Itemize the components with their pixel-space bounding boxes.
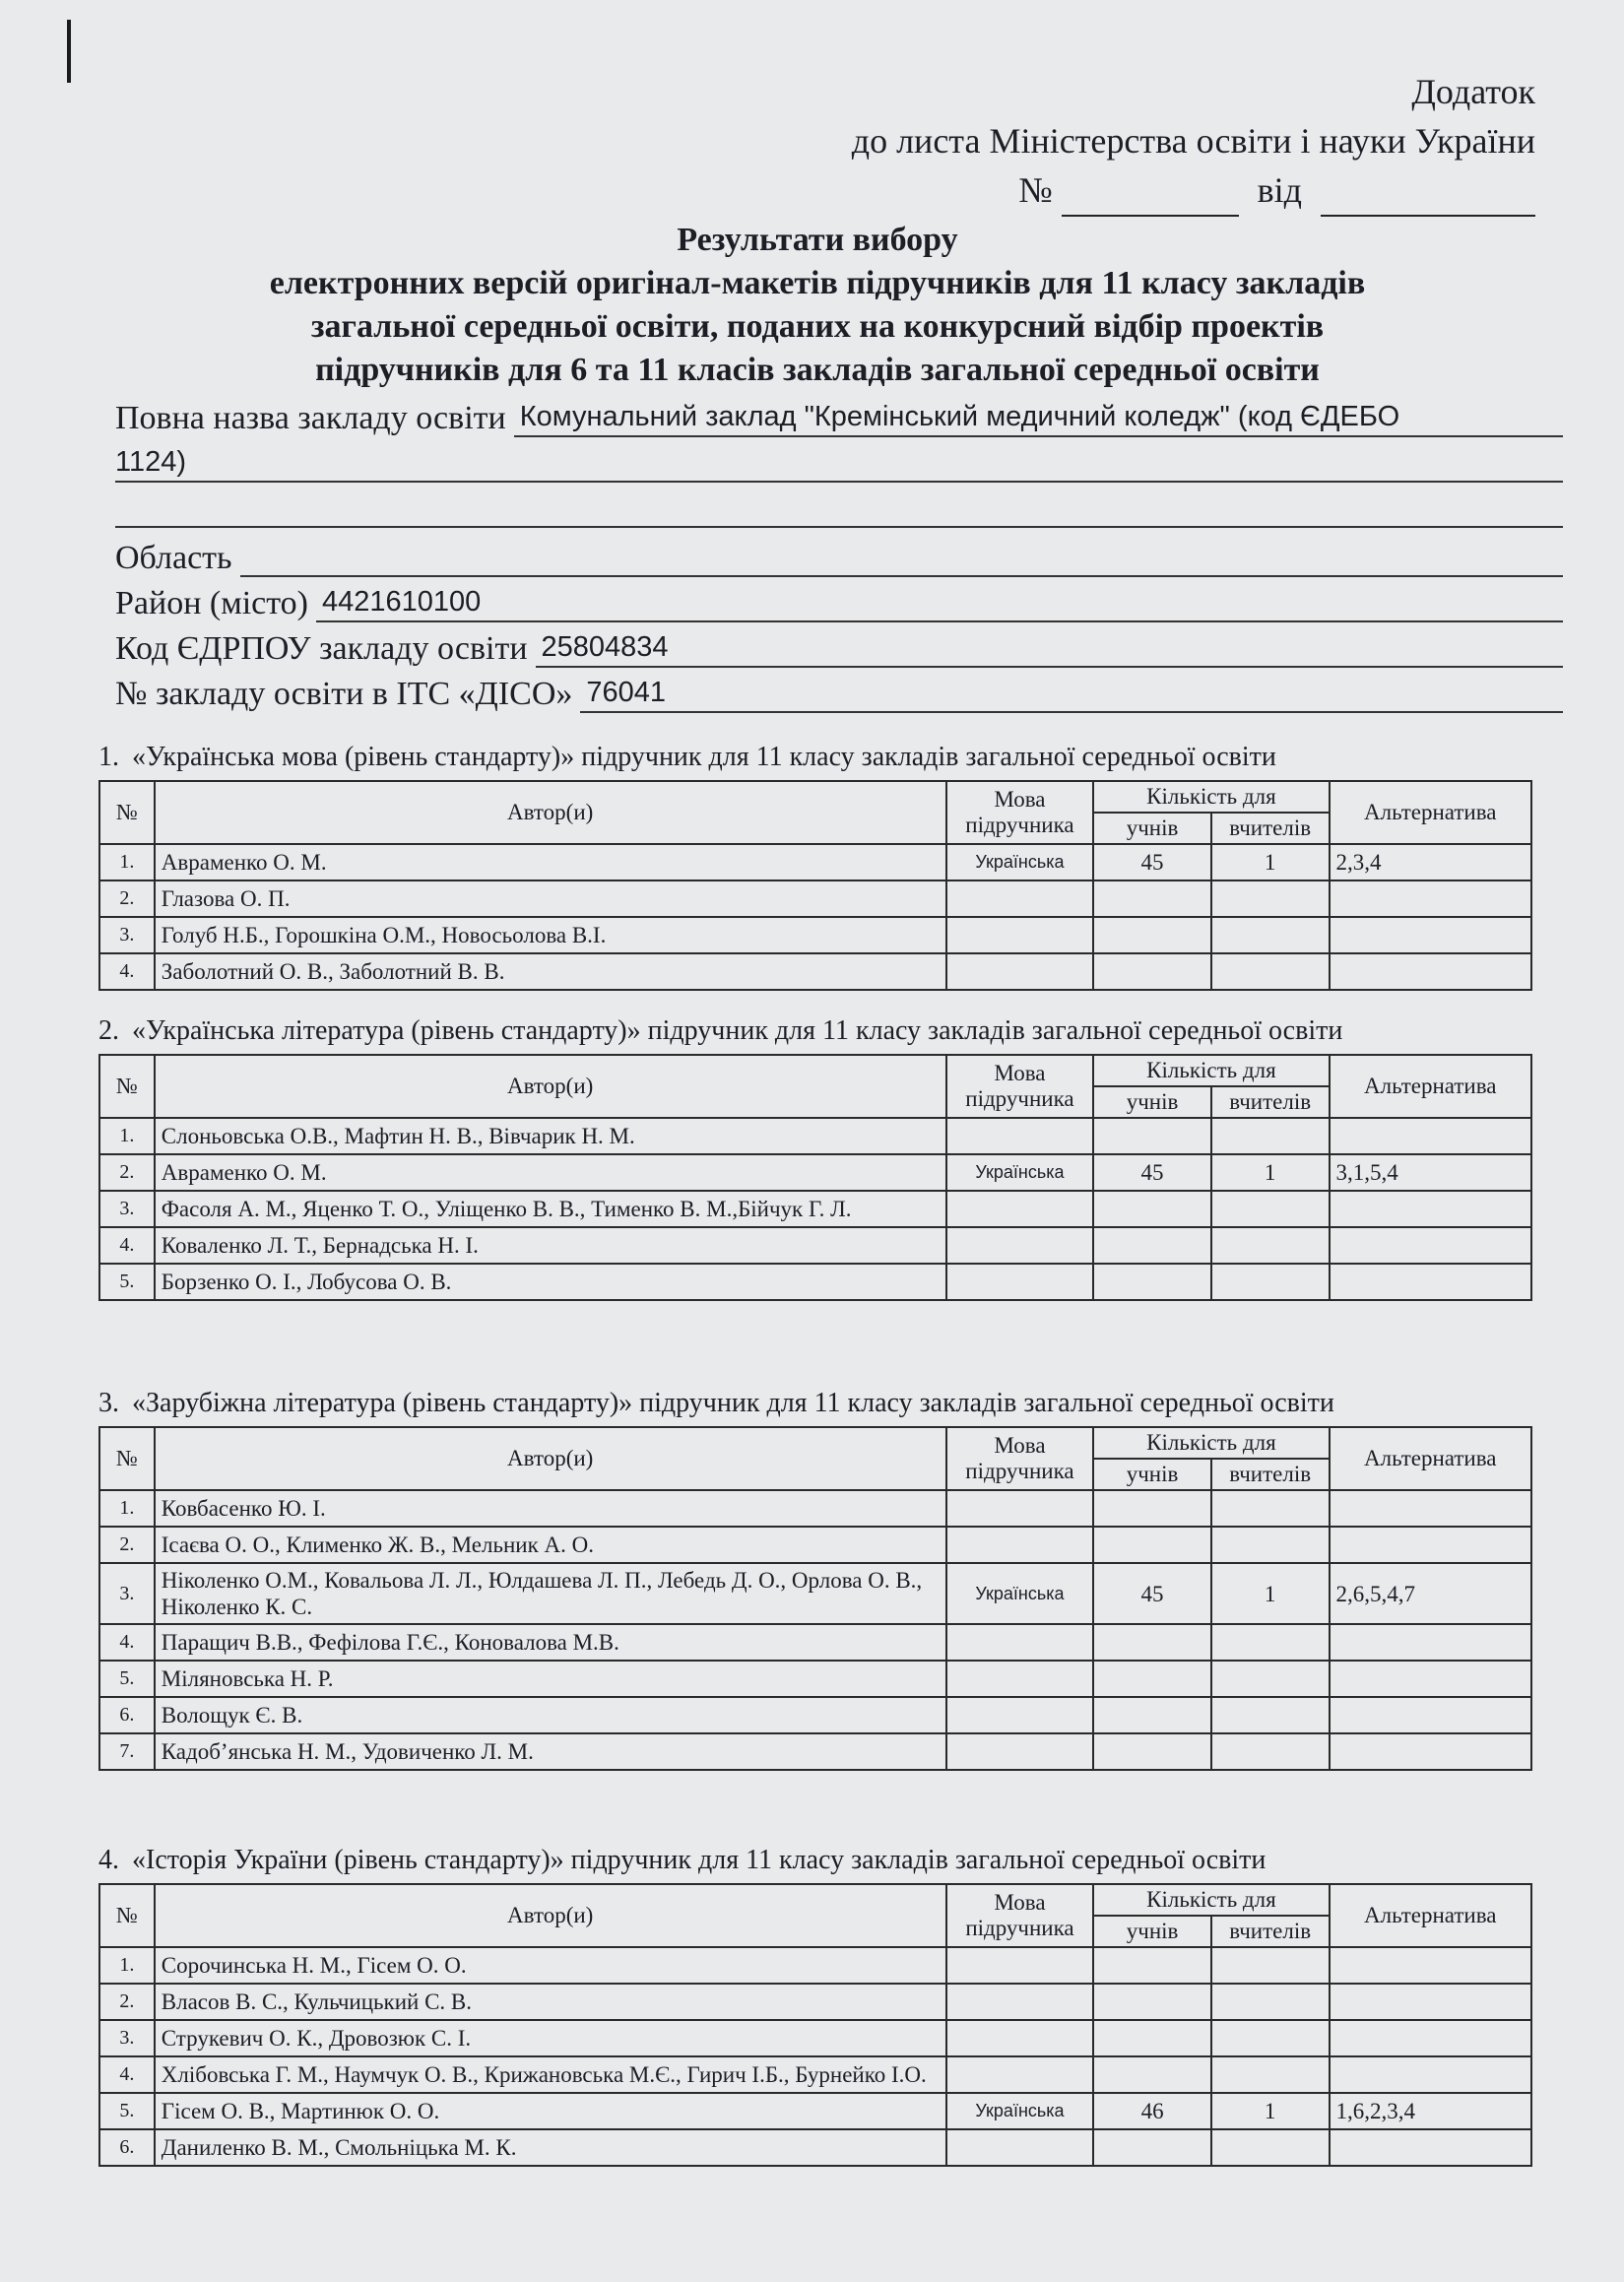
- row-authors: Міляновська Н. Р.: [155, 1661, 946, 1697]
- row-language: [946, 1264, 1094, 1300]
- row-number: 5.: [99, 1264, 155, 1300]
- blank-line: [115, 483, 1563, 528]
- row-number: 1.: [99, 1118, 155, 1154]
- row-language: [946, 1984, 1094, 2020]
- row-alternative: [1330, 1118, 1531, 1154]
- table-row: [99, 1527, 1531, 1563]
- row-number: 4.: [99, 953, 155, 990]
- row-authors: Сорочинська Н. М., Гісем О. О.: [155, 1947, 946, 1984]
- row-students: 45: [1093, 1563, 1210, 1624]
- row-authors: Слоньовська О.В., Мафтин Н. В., Вівчарик Н. М.: [155, 1118, 946, 1154]
- row-language: [946, 1624, 1094, 1661]
- region-row: [115, 532, 1563, 577]
- table-row: [99, 2129, 1531, 2166]
- row-students: [1093, 2129, 1210, 2166]
- col-header-language: Мова підручника: [946, 781, 1094, 844]
- row-number: 4.: [99, 1624, 155, 1661]
- title-line-3: загальної середньої освіти, поданих на конкурсний відбір проектів: [310, 308, 1325, 345]
- col-header-num: №: [99, 1055, 155, 1118]
- textbook-table: [98, 1883, 1532, 2167]
- row-teachers: [1211, 1733, 1330, 1770]
- row-teachers: 1: [1211, 2093, 1330, 2129]
- col-header-teachers: вчителів: [1211, 1916, 1330, 1947]
- row-language: [946, 1227, 1094, 1264]
- row-language: [946, 1947, 1094, 1984]
- row-number: 1.: [99, 1947, 155, 1984]
- row-alternative: [1330, 953, 1531, 990]
- row-language: [946, 2020, 1094, 2056]
- row-authors: Ковбасенко Ю. І.: [155, 1490, 946, 1527]
- row-language: Українська: [946, 2093, 1094, 2129]
- table-row: [99, 1733, 1531, 1770]
- row-alternative: [1330, 1733, 1531, 1770]
- table-row: [99, 1984, 1531, 2020]
- row-authors: Паращич В.В., Фефілова Г.Є., Коновалова М.В.: [155, 1624, 946, 1661]
- row-authors: Гісем О. В., Мартинюк О. О.: [155, 2093, 946, 2129]
- edrpou-row: [115, 622, 1563, 668]
- row-students: [1093, 2020, 1210, 2056]
- row-alternative: [1330, 1490, 1531, 1527]
- row-alternative: [1330, 917, 1531, 953]
- col-header-authors: Автор(и): [155, 781, 946, 844]
- row-teachers: [1211, 1118, 1330, 1154]
- title-line-2: електронних версій оригінал-макетів підручників для 11 класу закладів: [269, 265, 1366, 301]
- row-students: [1093, 1118, 1210, 1154]
- section-number: 1.: [98, 742, 119, 772]
- row-alternative: [1330, 1947, 1531, 1984]
- row-teachers: [1211, 953, 1330, 990]
- col-header-count: Кількість для: [1093, 1884, 1329, 1916]
- row-students: 45: [1093, 1154, 1210, 1191]
- table-row: [99, 1227, 1531, 1264]
- addendum-title: Додаток: [1411, 72, 1535, 111]
- row-number: 4.: [99, 2056, 155, 2093]
- col-header-alternative: Альтернатива: [1330, 1055, 1531, 1118]
- row-language: [946, 953, 1094, 990]
- section-title-text: «Історія України (рівень стандарту)» підручник для 11 класу закладів загальної середньої освіти: [132, 1845, 1267, 1875]
- row-alternative: [1330, 1624, 1531, 1661]
- district-value: 4421610100: [316, 586, 1563, 622]
- col-header-students: учнів: [1093, 813, 1210, 844]
- row-language: [946, 1661, 1094, 1697]
- row-number: 5.: [99, 1661, 155, 1697]
- row-students: [1093, 1733, 1210, 1770]
- row-teachers: [1211, 2056, 1330, 2093]
- row-authors: Голуб Н.Б., Горошкіна О.М., Новосьолова В.І.: [155, 917, 946, 953]
- row-language: Українська: [946, 1563, 1094, 1624]
- col-header-alternative: Альтернатива: [1330, 781, 1531, 844]
- row-number: 1.: [99, 844, 155, 880]
- row-alternative: [1330, 2056, 1531, 2093]
- row-students: [1093, 1661, 1210, 1697]
- section-title: [98, 1387, 1532, 1420]
- row-teachers: [1211, 917, 1330, 953]
- row-number: 3.: [99, 917, 155, 953]
- row-number: 3.: [99, 1191, 155, 1227]
- section-number: 4.: [98, 1845, 119, 1875]
- institution-label: Повна назва закладу освіти: [115, 400, 506, 436]
- row-students: [1093, 1264, 1210, 1300]
- row-alternative: [1330, 1984, 1531, 2020]
- row-number: 2.: [99, 880, 155, 917]
- row-number: 7.: [99, 1733, 155, 1770]
- table-row: [99, 917, 1531, 953]
- textbook-table: [98, 1426, 1532, 1771]
- row-students: [1093, 880, 1210, 917]
- col-header-language: Мова підручника: [946, 1427, 1094, 1490]
- section-title-text: «Зарубіжна література (рівень стандарту)» підручник для 11 класу закладів загальної середньої освіти: [132, 1388, 1334, 1418]
- row-alternative: [1330, 2020, 1531, 2056]
- row-alternative: [1330, 1191, 1531, 1227]
- row-language: Українська: [946, 844, 1094, 880]
- row-teachers: [1211, 1947, 1330, 1984]
- from-label: від: [1257, 170, 1302, 210]
- row-number: 2.: [99, 1527, 155, 1563]
- row-teachers: [1211, 880, 1330, 917]
- row-number: 6.: [99, 1697, 155, 1733]
- row-language: [946, 880, 1094, 917]
- row-alternative: 3,1,5,4: [1330, 1154, 1531, 1191]
- itc-row: [115, 668, 1563, 713]
- row-teachers: [1211, 1697, 1330, 1733]
- col-header-count: Кількість для: [1093, 1427, 1329, 1459]
- number-blank: [1062, 165, 1239, 217]
- title-line-1: Результати вибору: [677, 222, 958, 258]
- table-row: [99, 1697, 1531, 1733]
- itc-label: № закладу освіти в ІТС «ДІСО»: [115, 676, 573, 712]
- addendum-number-line: [852, 165, 1535, 217]
- table-row: [99, 844, 1531, 880]
- table-row: [99, 1191, 1531, 1227]
- edrpou-label: Код ЄДРПОУ закладу освіти: [115, 630, 528, 667]
- col-header-authors: Автор(и): [155, 1055, 946, 1118]
- header-row: [99, 1884, 1531, 1916]
- institution-row: [115, 392, 1563, 437]
- row-teachers: 1: [1211, 1154, 1330, 1191]
- textbook-table: [98, 780, 1532, 991]
- col-header-students: учнів: [1093, 1086, 1210, 1118]
- row-teachers: 1: [1211, 844, 1330, 880]
- section-title-text: «Українська мова (рівень стандарту)» підручник для 11 класу закладів загальної середньої освіти: [132, 742, 1276, 772]
- section-title: [98, 1844, 1532, 1877]
- addendum-header: [852, 67, 1535, 217]
- row-students: [1093, 1947, 1210, 1984]
- col-header-authors: Автор(и): [155, 1427, 946, 1490]
- table-row: [99, 1661, 1531, 1697]
- col-header-language: Мова підручника: [946, 1055, 1094, 1118]
- row-alternative: [1330, 2129, 1531, 2166]
- row-authors: Власов В. С., Кульчицький С. В.: [155, 1984, 946, 2020]
- row-authors: Даниленко В. М., Смольніцька М. К.: [155, 2129, 946, 2166]
- row-authors: Ніколенко О.М., Ковальова Л. Л., Юлдашева Л. П., Лебедь Д. О., Орлова О. В., Ніколенко К. С.: [155, 1563, 946, 1624]
- row-teachers: [1211, 2020, 1330, 2056]
- col-header-students: учнів: [1093, 1916, 1210, 1947]
- row-alternative: [1330, 1264, 1531, 1300]
- col-header-count: Кількість для: [1093, 1055, 1329, 1086]
- row-language: [946, 1191, 1094, 1227]
- col-header-students: учнів: [1093, 1459, 1210, 1490]
- subject-section: [98, 1844, 1532, 2167]
- row-authors: Струкевич О. К., Дровозюк С. І.: [155, 2020, 946, 2056]
- row-authors: Авраменко О. М.: [155, 1154, 946, 1191]
- row-teachers: [1211, 2129, 1330, 2166]
- row-authors: Авраменко О. М.: [155, 844, 946, 880]
- row-number: 4.: [99, 1227, 155, 1264]
- subject-section: [98, 741, 1532, 991]
- document-title: [118, 219, 1517, 392]
- row-students: [1093, 1697, 1210, 1733]
- row-number: 2.: [99, 1154, 155, 1191]
- row-students: [1093, 1490, 1210, 1527]
- section-number: 2.: [98, 1015, 119, 1046]
- row-teachers: [1211, 1264, 1330, 1300]
- row-language: [946, 1527, 1094, 1563]
- row-students: [1093, 953, 1210, 990]
- row-number: 1.: [99, 1490, 155, 1527]
- row-authors: Хлібовська Г. М., Наумчук О. В., Крижановська М.Є., Гирич І.Б., Бурнейко І.О.: [155, 2056, 946, 2093]
- row-students: [1093, 1527, 1210, 1563]
- row-alternative: 2,3,4: [1330, 844, 1531, 880]
- row-teachers: 1: [1211, 1563, 1330, 1624]
- row-students: [1093, 2056, 1210, 2093]
- row-authors: Глазова О. П.: [155, 880, 946, 917]
- region-label: Область: [115, 540, 232, 576]
- row-authors: Волощук Є. В.: [155, 1697, 946, 1733]
- row-teachers: [1211, 1191, 1330, 1227]
- row-teachers: [1211, 1984, 1330, 2020]
- row-language: Українська: [946, 1154, 1094, 1191]
- table-row: [99, 1624, 1531, 1661]
- date-blank: [1321, 165, 1535, 217]
- col-header-num: №: [99, 1427, 155, 1490]
- row-teachers: [1211, 1661, 1330, 1697]
- table-row: [99, 2056, 1531, 2093]
- row-language: [946, 2129, 1094, 2166]
- row-authors: Ісаєва О. О., Клименко Ж. В., Мельник А. О.: [155, 1527, 946, 1563]
- row-number: 3.: [99, 2020, 155, 2056]
- district-label: Район (місто): [115, 585, 308, 621]
- row-language: [946, 1118, 1094, 1154]
- textbook-table: [98, 1054, 1532, 1301]
- table-row: [99, 1118, 1531, 1154]
- institution-value: Комунальний заклад "Кремінський медичний коледж" (код ЄДЕБО: [514, 401, 1563, 437]
- table-row: [99, 1490, 1531, 1527]
- col-header-teachers: вчителів: [1211, 1459, 1330, 1490]
- page-edge-mark: [67, 20, 71, 83]
- row-number: 2.: [99, 1984, 155, 2020]
- header-row: [99, 781, 1531, 813]
- row-number: 5.: [99, 2093, 155, 2129]
- institution-value-cont: 1124): [115, 437, 1563, 483]
- table-row: [99, 2093, 1531, 2129]
- row-students: [1093, 1191, 1210, 1227]
- institution-form: [115, 392, 1563, 713]
- table-row: [99, 1563, 1531, 1624]
- section-number: 3.: [98, 1388, 119, 1418]
- col-header-count: Кількість для: [1093, 781, 1329, 813]
- col-header-teachers: вчителів: [1211, 813, 1330, 844]
- row-language: [946, 1733, 1094, 1770]
- row-alternative: [1330, 1661, 1531, 1697]
- row-students: [1093, 1227, 1210, 1264]
- row-alternative: [1330, 880, 1531, 917]
- col-header-alternative: Альтернатива: [1330, 1884, 1531, 1947]
- row-language: [946, 2056, 1094, 2093]
- col-header-teachers: вчителів: [1211, 1086, 1330, 1118]
- col-header-language: Мова підручника: [946, 1884, 1094, 1947]
- row-alternative: 2,6,5,4,7: [1330, 1563, 1531, 1624]
- row-students: [1093, 1624, 1210, 1661]
- row-language: [946, 917, 1094, 953]
- col-header-alternative: Альтернатива: [1330, 1427, 1531, 1490]
- section-title: [98, 741, 1532, 774]
- row-teachers: [1211, 1527, 1330, 1563]
- addendum-line: до листа Міністерства освіти і науки України: [851, 121, 1535, 161]
- row-students: [1093, 1984, 1210, 2020]
- table-row: [99, 2020, 1531, 2056]
- row-authors: Фасоля А. М., Яценко Т. О., Уліщенко В. В., Тименко В. М.,Бійчук Г. Л.: [155, 1191, 946, 1227]
- header-row: [99, 1427, 1531, 1459]
- row-students: [1093, 917, 1210, 953]
- row-authors: Кадоб’янська Н. М., Удовиченко Л. М.: [155, 1733, 946, 1770]
- table-row: [99, 1154, 1531, 1191]
- subject-section: [98, 1014, 1532, 1301]
- edrpou-value: 25804834: [536, 631, 1563, 668]
- number-label: №: [1018, 170, 1053, 210]
- table-row: [99, 1264, 1531, 1300]
- header-row: [99, 1055, 1531, 1086]
- table-row: [99, 880, 1531, 917]
- region-value: [240, 573, 1563, 577]
- district-row: [115, 577, 1563, 622]
- row-alternative: 1,6,2,3,4: [1330, 2093, 1531, 2129]
- row-teachers: [1211, 1490, 1330, 1527]
- itc-value: 76041: [580, 677, 1563, 713]
- row-alternative: [1330, 1527, 1531, 1563]
- row-number: 3.: [99, 1563, 155, 1624]
- section-title-text: «Українська література (рівень стандарту)» підручник для 11 класу закладів загальної середньої освіти: [132, 1015, 1343, 1046]
- row-teachers: [1211, 1227, 1330, 1264]
- col-header-num: №: [99, 1884, 155, 1947]
- section-title: [98, 1014, 1532, 1048]
- row-number: 6.: [99, 2129, 155, 2166]
- col-header-authors: Автор(и): [155, 1884, 946, 1947]
- col-header-num: №: [99, 781, 155, 844]
- row-alternative: [1330, 1697, 1531, 1733]
- row-language: [946, 1697, 1094, 1733]
- row-teachers: [1211, 1624, 1330, 1661]
- subject-section: [98, 1387, 1532, 1771]
- row-authors: Коваленко Л. Т., Бернадська Н. І.: [155, 1227, 946, 1264]
- row-authors: Заболотний О. В., Заболотний В. В.: [155, 953, 946, 990]
- row-students: 46: [1093, 2093, 1210, 2129]
- table-row: [99, 1947, 1531, 1984]
- row-students: 45: [1093, 844, 1210, 880]
- row-authors: Борзенко О. І., Лобусова О. В.: [155, 1264, 946, 1300]
- row-alternative: [1330, 1227, 1531, 1264]
- title-line-4: підручників для 6 та 11 класів закладів загальної середньої освіти: [315, 352, 1320, 388]
- table-row: [99, 953, 1531, 990]
- row-language: [946, 1490, 1094, 1527]
